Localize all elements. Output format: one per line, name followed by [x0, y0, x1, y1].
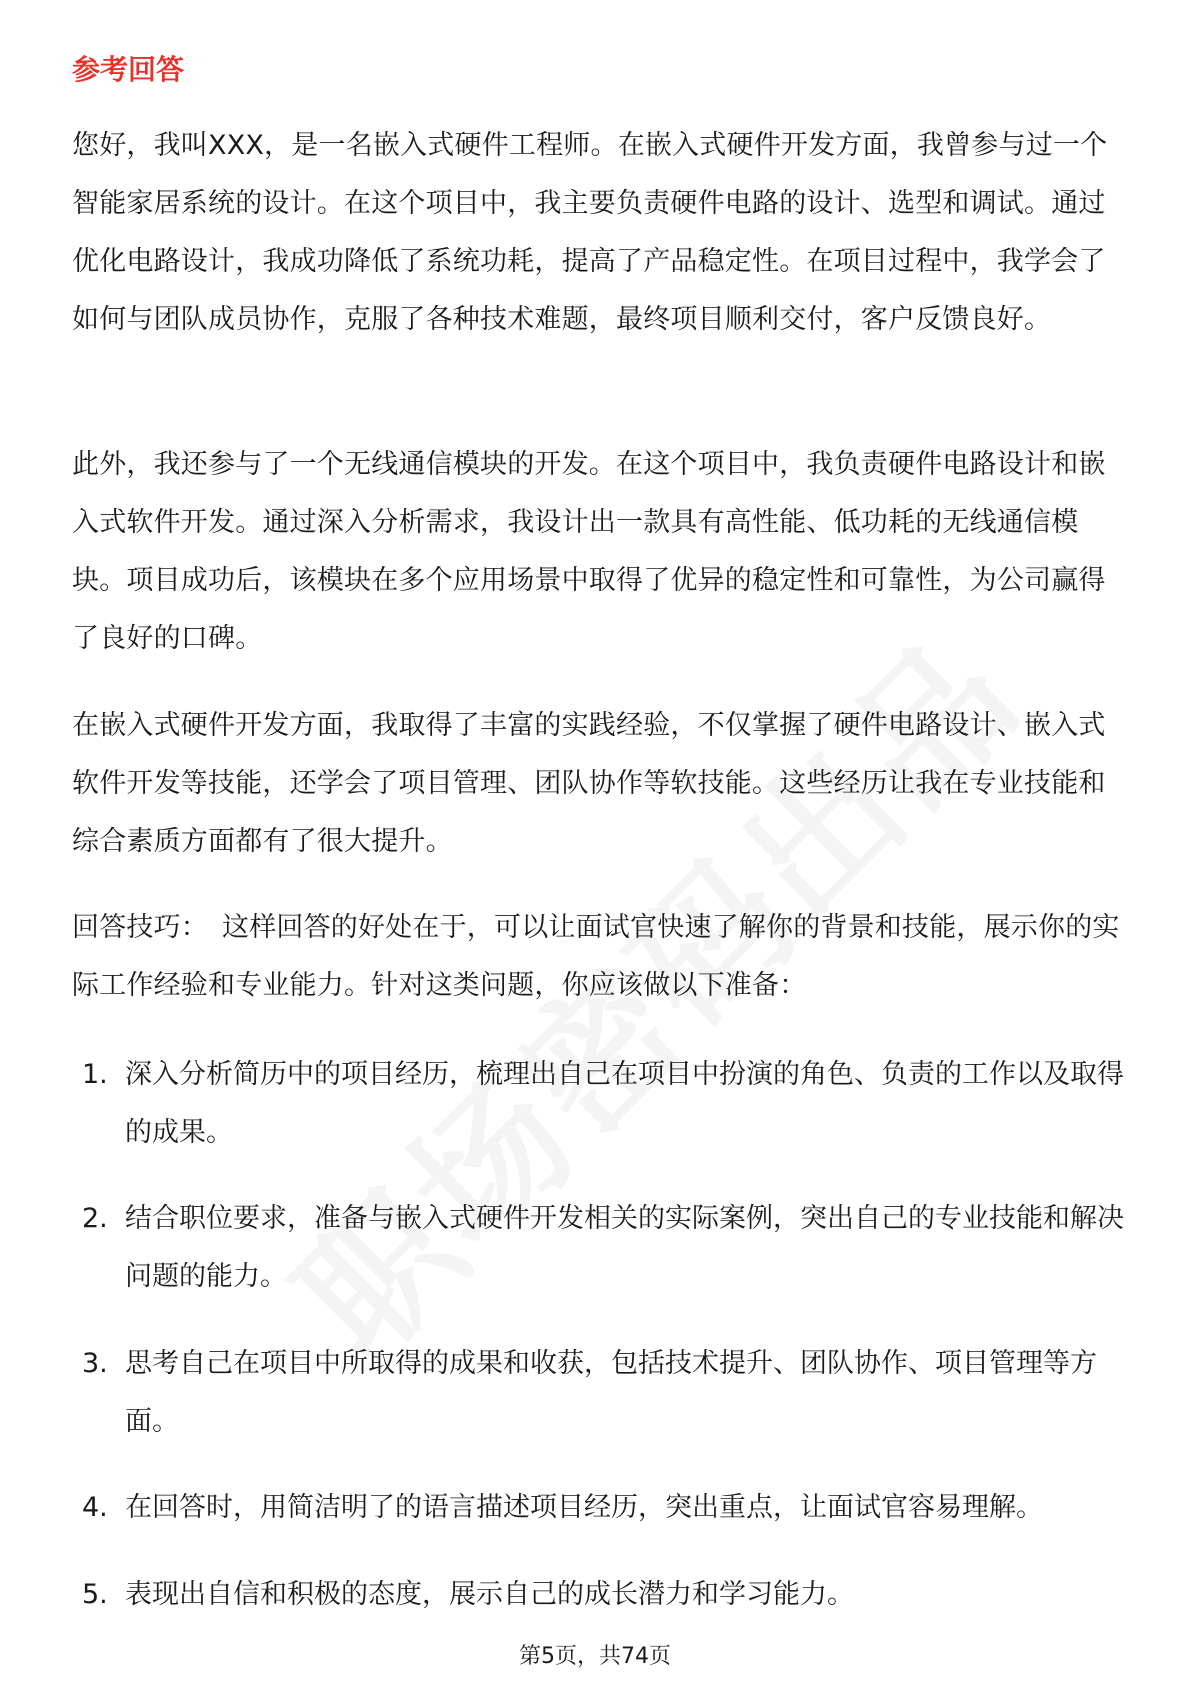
list-item-number: 1.: [82, 1059, 108, 1090]
list-item: [82, 1335, 1122, 1451]
section-heading: 参考回答: [72, 53, 185, 86]
answer-paragraph-3: 在嵌入式硬件开发方面，我取得了丰富的实践经验，不仅掌握了硬件电路设计、嵌入式软件开发等技能，还学会了项目管理、团队协作等软技能。这些经历让我在专业技能和综合素质方面都有了很大提升。: [72, 710, 1106, 857]
list-item: [82, 1046, 1122, 1162]
list-item-number: 4.: [82, 1492, 108, 1523]
list-item-text: 结合职位要求，准备与嵌入式硬件开发相关的实际案例，突出自己的专业技能和解决问题的能力。: [125, 1203, 1124, 1292]
tips-text: 这样回答的好处在于，可以让面试官快速了解你的背景和技能，展示你的实际工作经验和专业能力。针对这类问题，你应该做以下准备：: [72, 912, 1120, 1001]
list-item-text: 表现出自信和积极的态度，展示自己的成长潜力和学习能力。: [125, 1579, 854, 1610]
list-item-number: 2.: [82, 1203, 108, 1234]
answer-paragraph-1: 您好，我叫XXX，是一名嵌入式硬件工程师。在嵌入式硬件开发方面，我曾参与过一个智能家居系统的设计。在这个项目中，我主要负责硬件电路的设计、选型和调试。通过优化电路设计，我成功降低了系统功耗，提高了产品稳定性。在项目过程中，我学会了如何与团队成员协作，克服了各种技术难题，最终项目顺利交付，客户反馈良好。: [72, 130, 1108, 335]
list-item-number: 5.: [82, 1579, 108, 1610]
tips-label: 回答技巧：: [72, 912, 208, 943]
answer-paragraph-2: 此外，我还参与了一个无线通信模块的开发。在这个项目中，我负责硬件电路设计和嵌入式软件开发。通过深入分析需求，我设计出一款具有高性能、低功耗的无线通信模块。项目成功后，该模块在多个应用场景中取得了优异的稳定性和可靠性，为公司赢得了良好的口碑。: [72, 449, 1106, 654]
list-item-text: 在回答时，用简洁明了的语言描述项目经历，突出重点，让面试官容易理解。: [125, 1492, 1043, 1523]
page-number-footer: 第5页，共74页: [519, 1644, 671, 1669]
tips-paragraph: [72, 899, 1122, 1015]
list-item: [82, 1566, 1122, 1624]
list-item: [82, 1190, 1122, 1306]
list-item-text: 深入分析简历中的项目经历，梳理出自己在项目中扮演的角色、负责的工作以及取得的成果。: [125, 1059, 1124, 1148]
list-item-number: 3.: [82, 1348, 108, 1379]
list-item-text: 思考自己在项目中所取得的成果和收获，包括技术提升、团队协作、项目管理等方面。: [125, 1348, 1097, 1437]
list-item: [82, 1479, 1122, 1537]
